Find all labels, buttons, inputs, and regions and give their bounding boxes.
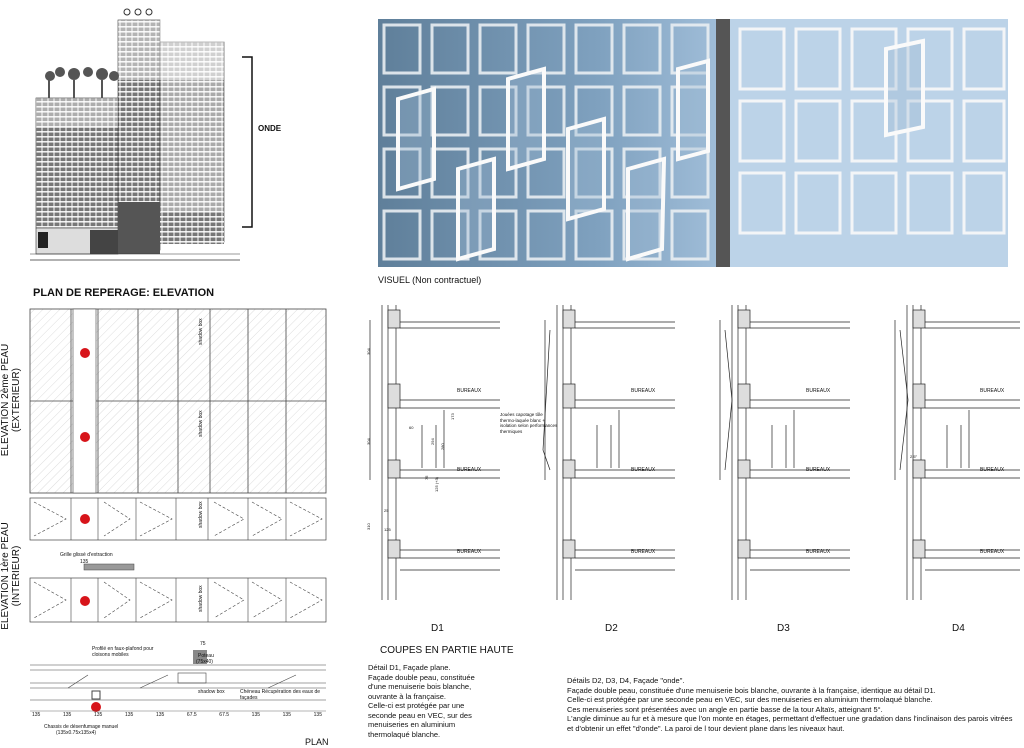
- bureaux-label: BUREAUX: [631, 549, 656, 555]
- plan-dimension-row: 135 135 135 135 135 67.5 67.5 135 135 135: [32, 712, 322, 718]
- red-marker: [80, 348, 90, 358]
- visuel-caption: VISUEL (Non contractuel): [378, 275, 482, 285]
- bureaux-label: BUREAUX: [980, 549, 1005, 555]
- red-marker: [80, 514, 90, 524]
- detail-label-d1: D1: [431, 623, 444, 634]
- shadow-box-label: shadow box: [198, 410, 204, 437]
- shadow-box-label: shadow box: [198, 501, 204, 528]
- dim-label: 310: [366, 523, 371, 530]
- detail-label-d4: D4: [952, 623, 965, 634]
- dim-label: 60: [409, 425, 414, 430]
- elevation-2eme-peau-drawing: [28, 307, 328, 495]
- dim-label: 125 (+3): [434, 476, 439, 492]
- grille-dim: 135: [80, 559, 89, 565]
- shadow-box-label: shadow box: [198, 585, 204, 612]
- dim-angle: 2.5°: [910, 454, 918, 459]
- red-marker: [91, 702, 101, 712]
- plan-note-chassis: Chassis de désenfumage manuel: [44, 724, 119, 730]
- dim-label: 75: [424, 475, 429, 480]
- plan-note-profile: Profilé en faux-plafond pour cloisons mobiles: [92, 646, 154, 658]
- d1-description: Détail D1, Façade plane. Façade double peau, constituée d'une menuiserie bois blanche, ouvrante à la française. Celle-ci est protégée par une seconde peau en VEC, sur des menuiseries en aluminium thermolaqué blanche.: [368, 663, 475, 739]
- tower-elevation-drawing: [30, 2, 245, 264]
- plan-note-poteau: Poteau: [198, 653, 214, 659]
- d234-description: Détails D2, D3, D4, Façade "onde". Façade double peau, constituée d'une menuiserie bois blanche, ouvrante à la française, identique au détail D1. Celle-ci est protégée par une seconde peau en VEC, sur des menuiseries en aluminium thermolaqué blanche. Ces menuiseries sont présentées avec un angle en partie basse de la tour Altaïs, atteignant 5°. L'angle diminue au fur et à mesure que l'on monte en étages, permettant d'effectuer une gradation dans l'inclinaison des parois vitrées et d'obtenir un effet "d'onde". La paroi de l tour devient plane dans les niveaux haut.: [567, 676, 1013, 733]
- bureaux-label: BUREAUX: [457, 549, 482, 555]
- bureaux-label: BUREAUX: [980, 388, 1005, 394]
- bureaux-label: BUREAUX: [806, 467, 831, 473]
- dim-label: 125: [384, 527, 391, 532]
- bureaux-label: BUREAUX: [980, 467, 1005, 473]
- grille-label: Grille glissé d'extraction: [60, 552, 113, 558]
- facade-rendering: [378, 19, 1008, 267]
- bureaux-label: BUREAUX: [457, 467, 482, 473]
- dim-label: 304: [366, 438, 371, 445]
- plan-note-poteau-dim: (75x40): [196, 659, 213, 665]
- plan-label: PLAN: [305, 737, 329, 747]
- elevation-2eme-label: ELEVATION 2ème PEAU (EXTERIEUR): [0, 343, 22, 457]
- detail-label-d3: D3: [777, 623, 790, 634]
- dim-label: 304: [366, 348, 371, 355]
- plan-dim-75: 75: [200, 641, 206, 647]
- onde-bracket: [240, 55, 256, 230]
- bureaux-label: BUREAUX: [631, 388, 656, 394]
- elevation-1ere-label: ELEVATION 1ère PEAU (INTERIEUR): [0, 522, 22, 630]
- red-marker: [80, 432, 90, 442]
- plan-note-chassis-dim: (135x0.75x135x4): [56, 730, 97, 736]
- elevation-title: PLAN DE REPERAGE: ELEVATION: [33, 287, 215, 299]
- bureaux-label: BUREAUX: [457, 388, 482, 394]
- plan-note-cheneau: Chéneau Récupération des eaux de façades: [240, 689, 321, 701]
- bureaux-label: BUREAUX: [631, 467, 656, 473]
- dim-label: 25: [384, 508, 389, 513]
- shadow-box-label: shadow box: [198, 318, 204, 345]
- red-marker: [80, 596, 90, 606]
- elevation-1ere-peau-drawing: [28, 496, 328, 644]
- coupes-title: COUPES EN PARTIE HAUTE: [380, 645, 514, 656]
- plan-note-shadow-box: shadow box: [198, 689, 225, 695]
- bureaux-label: BUREAUX: [806, 388, 831, 394]
- onde-label: ONDE: [258, 124, 282, 133]
- coupes-drawing: [360, 300, 1020, 620]
- bureaux-label: BUREAUX: [806, 549, 831, 555]
- dim-label: 280: [440, 443, 445, 450]
- dim-label: 173: [450, 413, 455, 420]
- d2-note: Jouées capotage tôle thermo-laquée blanc + isolation selon performances thermiques: [500, 412, 558, 434]
- detail-label-d2: D2: [605, 623, 618, 634]
- dim-label: 294: [430, 438, 435, 445]
